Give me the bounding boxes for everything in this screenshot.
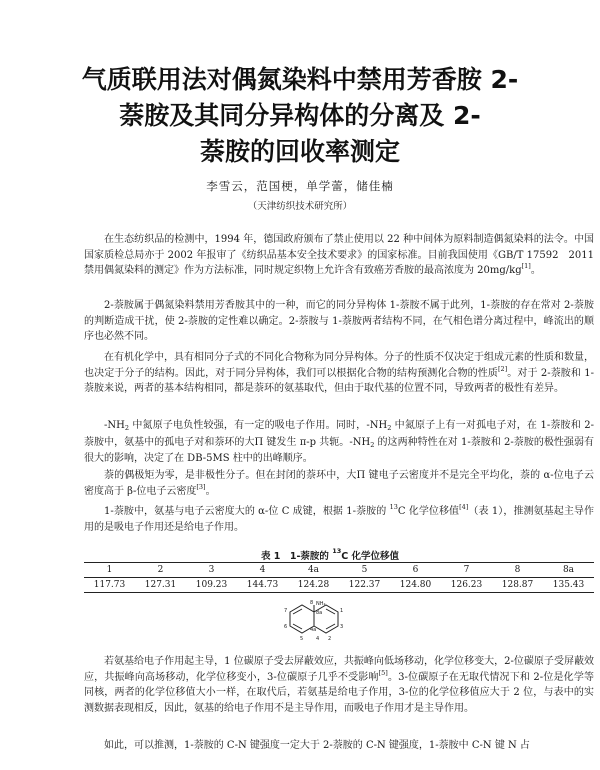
structure-label: 8: [310, 600, 314, 606]
citation-4: [4]: [459, 503, 469, 511]
table-header-cell: 4a: [288, 563, 339, 578]
table-header-cell: 8a: [543, 563, 594, 578]
structure-label: 3: [340, 624, 344, 630]
para7-end: 。3-位碳原子在无取代情况下和 2-位是化学等同核，两者的化学位移值大小一样，在取代后，若氨基是给电子作用，3-位的化学位移值应大于 2 位，与表中的实测数据表现相反，因此，氨基的给电子作用不是主导作用，而吸电子作用才是主导作用。: [84, 671, 594, 714]
table-caption-suffix: C 化学位移值: [341, 551, 400, 562]
para5-text: 萘的偶极矩为零，是非极性分子。但在封闭的萘环中，大Π 键电子云密度并不是完全平均化，萘的 α-位电子云密度高于 β-位电子云密度: [84, 470, 594, 497]
table-cell: 124.28: [288, 578, 339, 593]
table-header-row: [84, 563, 594, 578]
table-header-cell: 5: [339, 563, 390, 578]
table-caption-superscript: 13: [332, 547, 342, 555]
structure-label: NH₂: [316, 601, 326, 607]
table-header-cell: 6: [390, 563, 441, 578]
table-header-cell: 3: [186, 563, 237, 578]
title-line-1: 气质联用法对偶氮染料中禁用芳香胺 2-: [81, 65, 519, 94]
title-line-2: 萘胺及其同分异构体的分离及 2-: [119, 101, 481, 130]
para6-text-c: （表 1），推测氨基起主导作用的是吸电子作用还是给电子作用。: [84, 506, 594, 533]
table-cell: 122.37: [339, 578, 390, 593]
para4-text-a: -NH: [104, 420, 125, 431]
para4-text-b: 中氮原子电负性较强，有一定的吸电子作用。同时，-NH: [129, 420, 388, 431]
body-paragraph-2: [84, 298, 594, 345]
structure-label: 2: [328, 636, 332, 642]
table-cell: 117.73: [84, 578, 135, 593]
para3-end: 。对于 2-萘胺和 1-萘胺来说，两者的基本结构相同，都是萘环的氨基取代，但由于取代基的位置不同，导致两者的极性有差异。: [84, 367, 594, 394]
table-header-cell: 2: [135, 563, 186, 578]
naphthylamine-structure: [270, 600, 350, 648]
table-header-cell: 1: [84, 563, 135, 578]
body-paragraph-6: [84, 504, 594, 535]
table-cell: 124.80: [390, 578, 441, 593]
structure-label: 5: [300, 636, 304, 642]
body-paragraph-4: [84, 418, 594, 467]
structure-label: 4: [316, 636, 320, 642]
citation-3: [3]: [196, 482, 206, 491]
para4-text-d: 的这两种特性在对 1-萘胺和 2-萘胺的极性强弱有很大的影响，决定了在 DB-5MS 柱中的出峰顺序。: [84, 436, 594, 464]
structure-label: 4a: [310, 627, 317, 633]
para4-text-c: 中氮原子上有一对孤电子对，在 1-萘胺和 2-萘胺中，氨基中的孤电子对和萘环的大Π 键发生 π-p 共轭。-NH: [84, 420, 594, 448]
body-paragraph-7: [84, 654, 594, 716]
table-caption: [0, 548, 600, 562]
para3-text: 在有机化学中，具有相同分子式的不同化合物称为同分异构体。分子的性质不仅决定于组成元素的性质和数量，也决定于分子的结构。因此，对于同分异构体，我们可以根据化合物的结构预测化合物的性质: [84, 352, 594, 379]
table-cell: 128.87: [492, 578, 543, 593]
paper-title: [40, 62, 560, 170]
title-line-3: 萘胺的回收率测定: [199, 137, 400, 166]
table-cell: 127.31: [135, 578, 186, 593]
structure-label: 7: [284, 608, 288, 614]
para1-end: 。: [530, 265, 541, 276]
para7-text: 若氨基给电子作用起主导，1 位碳原子受去屏蔽效应，共振峰向低场移动，化学位移变大，2-位碳原子受屏蔽效应，共振峰向高场移动，化学位移变小，3-位碳原子几乎不受影响: [84, 656, 594, 683]
table-caption-prefix: 表 1 1-萘胺的: [260, 551, 333, 562]
author-list: 李雪云，范国梗，单学蕾，储佳楠: [206, 179, 394, 193]
nh2-subscript: 2: [370, 440, 375, 449]
nh2-subscript: 2: [387, 424, 392, 432]
citation-5: [5]: [378, 668, 388, 677]
body-paragraph-5: [84, 468, 594, 499]
body-paragraph-8: [84, 738, 594, 754]
isotope-superscript: 13: [389, 503, 398, 511]
table-header-cell: 7: [441, 563, 492, 578]
para2-text: 2-萘胺属于偶氮染料禁用芳香胺其中的一种，而它的同分异构体 1-萘胺不属于此列，1-萘胺的存在常对 2-萘胺的判断造成干扰，使 2-萘胺的定性难以确定。2-萘胺与 1-萘胺两者结构不同，在气相色谱分离过程中，峰流出的顺序也必然不同。: [84, 300, 594, 342]
body-paragraph-1: [84, 232, 594, 279]
para6-text-b: C 化学位移值: [397, 506, 460, 517]
affiliation: （天津纺织技术研究所）: [247, 201, 353, 212]
para5-end: 。: [205, 485, 216, 497]
table-row: [84, 578, 594, 593]
citation-2: [2]: [497, 364, 508, 373]
para8-text: 如此，可以推测，1-萘胺的 C-N 键强度一定大于 2-萘胺的 C-N 键强度，1-萘胺中 C-N 键 N 占: [104, 740, 530, 751]
structure-label: 6: [284, 624, 288, 630]
para1-text: 在生态纺织品的检测中，1994 年，德国政府颁布了禁止使用以 22 种中间体为原料制造偶氮染料的法令。中国国家质检总局亦于 2002 年报审了《纺织品基本安全技术要求》的国家标准。目前我国使用《GB/T 17592 2011 禁用偶氮染料的测定》作为方法标准，同时规定织物上允许含有致癌芳香胺的最高浓度为 20mg/kg: [84, 234, 594, 276]
table-cell: 126.23: [441, 578, 492, 593]
table-cell: 135.43: [543, 578, 594, 593]
para6-text-a: 1-萘胺中，氨基与电子云密度大的 α-位 C 成键，根据 1-萘胺的: [104, 506, 390, 517]
structure-label: 1: [340, 608, 344, 614]
body-paragraph-3: [84, 350, 594, 397]
table-cell: 109.23: [186, 578, 237, 593]
citation-1: [1]: [521, 262, 531, 270]
structure-label: 8a: [316, 610, 323, 616]
table-header-cell: 4: [237, 563, 288, 578]
table-header-cell: 8: [492, 563, 543, 578]
nh2-subscript: 2: [124, 424, 129, 432]
table-cell: 144.73: [237, 578, 288, 593]
chemical-shift-table: [84, 562, 594, 593]
